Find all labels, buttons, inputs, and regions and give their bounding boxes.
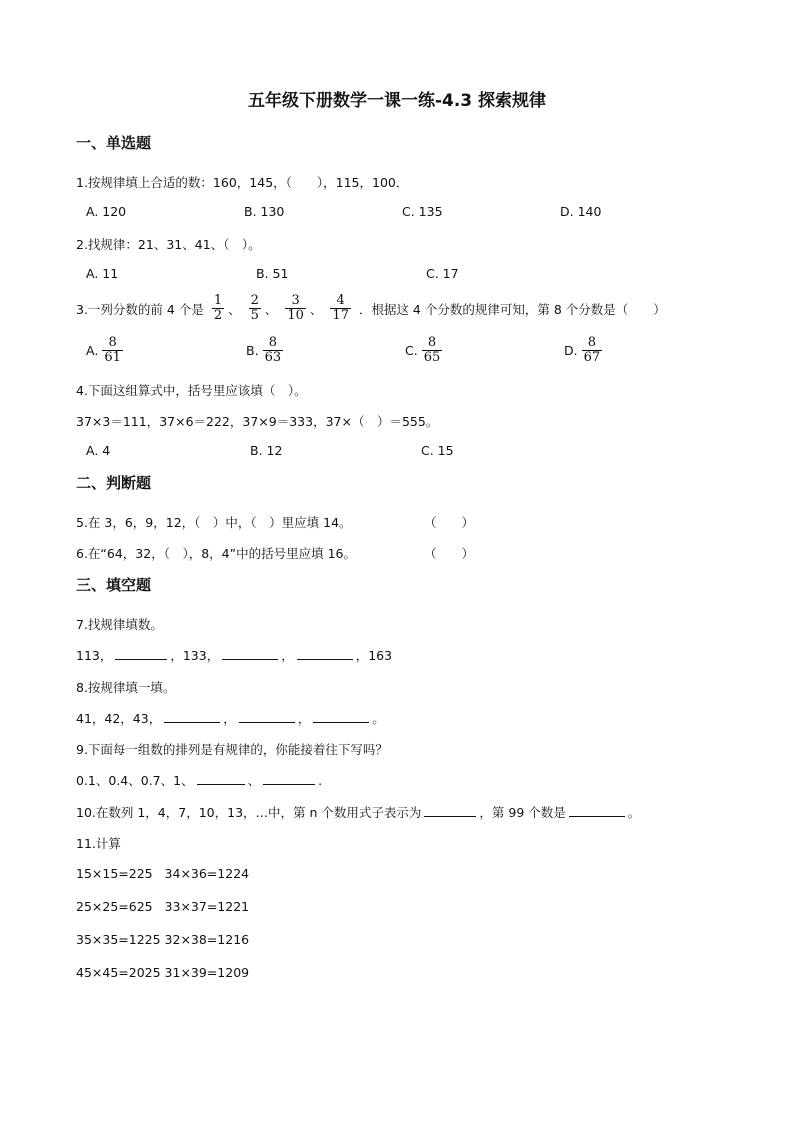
- q8-blank-1[interactable]: [164, 710, 220, 723]
- q7-blank-3[interactable]: [297, 647, 353, 660]
- q3-option-a[interactable]: A. $\frac{8}{61}$: [86, 335, 121, 365]
- section-heading-fill-blank: 三、填空题: [76, 576, 152, 594]
- question-8: 8.按规律填一填。: [76, 680, 176, 695]
- q3-option-b[interactable]: B. $\frac{8}{63}$: [246, 335, 282, 365]
- q7-blank-1[interactable]: [115, 647, 167, 660]
- q4-option-c[interactable]: C. 15: [421, 443, 454, 458]
- question-7: 7.找规律填数。: [76, 617, 163, 632]
- q3-fraction-2: $\frac{2}{5}$: [250, 293, 259, 323]
- question-2: 2.找规律：21、31、41、（ ）。: [76, 237, 261, 252]
- q2-option-c[interactable]: C. 17: [426, 266, 459, 281]
- q10-blank-2[interactable]: [569, 804, 625, 817]
- q5-answer-paren[interactable]: （ ）: [424, 515, 475, 530]
- question-9-sequence: 0.1、0.4、0.7、1、 、 .: [76, 773, 323, 788]
- q11-line-1: 15×15=225 34×36=1224: [76, 866, 250, 881]
- q11-line-4: 45×45=2025 31×39=1209: [76, 965, 250, 980]
- q3-suffix: ．根据这 4 个分数的规律可知，第 8 个分数是（ ）: [358, 301, 666, 317]
- question-4: 4.下面这组算式中，括号里应该填（ ）。: [76, 383, 307, 398]
- q4-option-b[interactable]: B. 12: [250, 443, 283, 458]
- q1-option-c[interactable]: C. 135: [402, 204, 443, 219]
- q3-option-c[interactable]: C. $\frac{8}{65}$: [405, 335, 441, 365]
- q2-option-b[interactable]: B. 51: [256, 266, 289, 281]
- question-10: 10.在数列 1，4，7，10，13，…中，第 n 个数用式子表示为 ，第 99 个数是 。: [76, 805, 641, 820]
- q7-blank-2[interactable]: [222, 647, 278, 660]
- question-5: 5.在 3，6，9，12，（ ）中，（ ）里应填 14。: [76, 515, 352, 530]
- q1-option-a[interactable]: A. 120: [86, 204, 127, 219]
- q9-blank-1[interactable]: [197, 772, 245, 785]
- q8-blank-3[interactable]: [313, 710, 369, 723]
- q3-fraction-1: $\frac{1}{2}$: [213, 293, 223, 323]
- q3-option-d[interactable]: D. $\frac{8}{67}$: [564, 335, 601, 365]
- page-title: 五年级下册数学一课一练-4.3 探索规律: [247, 91, 547, 111]
- question-11: 11.计算: [76, 836, 121, 851]
- q11-line-3: 35×35=1225 32×38=1216: [76, 932, 250, 947]
- q11-line-2: 25×25=625 33×37=1221: [76, 899, 250, 914]
- q3-prefix: 3.一列分数的前 4 个是: [76, 301, 204, 317]
- question-7-sequence: 113， ，133， ， ，163: [76, 648, 393, 663]
- q3-fraction-4: $\frac{4}{17}$: [332, 293, 349, 323]
- question-3: 3.一列分数的前 4 个是 $\frac{1}{2}$ 、 $\frac{2}{5}$ 、 $\frac{3}{10}$ 、 $\frac{4}{17}$ ．根据这 4 个分数的规律可知，第 8 个分数是（ ）: [76, 293, 666, 323]
- q8-blank-2[interactable]: [239, 710, 295, 723]
- section-heading-true-false: 二、判断题: [76, 474, 152, 492]
- q2-option-a[interactable]: A. 11: [86, 266, 119, 281]
- q10-blank-1[interactable]: [424, 804, 476, 817]
- question-4-equations: 37×3＝111，37×6＝222，37×9＝333，37×（ ）＝555。: [76, 414, 439, 429]
- q1-option-b[interactable]: B. 130: [244, 204, 285, 219]
- q4-option-a[interactable]: A. 4: [86, 443, 111, 458]
- question-9: 9.下面每一组数的排列是有规律的，你能接着往下写吗？: [76, 742, 388, 757]
- section-heading-single-choice: 一、单选题: [76, 134, 152, 152]
- q3-fraction-3: $\frac{3}{10}$: [287, 293, 304, 323]
- question-1: 1.按规律填上合适的数：160，145，（ ），115，100．: [76, 175, 409, 190]
- q6-answer-paren[interactable]: （ ）: [424, 546, 475, 561]
- q1-option-d[interactable]: D. 140: [560, 204, 602, 219]
- question-6: 6.在“64，32，（ ），8，4”中的括号里应填 16。: [76, 546, 356, 561]
- question-8-sequence: 41，42，43， ， ， 。: [76, 711, 385, 726]
- q9-blank-2[interactable]: [263, 772, 315, 785]
